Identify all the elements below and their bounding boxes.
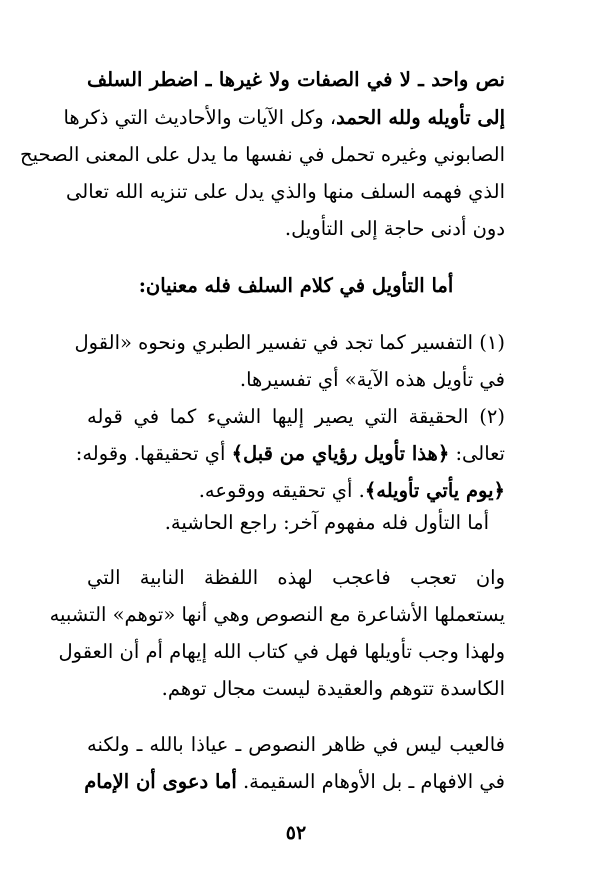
p2-line-2: يستعملها الأشاعرة مع النصوص وهي أنها «توهم» التشبيه xyxy=(49,603,505,626)
p1-line-2 xyxy=(63,101,505,135)
item2-line-1: (٢) الحقيقة التي يصير إليها الشيء كما في قوله xyxy=(87,405,505,428)
p2-line-1: وان تعجب فاعجب لهذه اللفظة النابية التي xyxy=(87,566,505,589)
item2-line-2-end: أي تحقيقها. وقوله: xyxy=(75,442,232,465)
p2-line-4: الكاسدة تتوهم والعقيدة ليست مجال توهم. xyxy=(161,677,505,700)
note-line: أما التأول فله مفهوم آخر: راجع الحاشية. xyxy=(164,511,489,534)
quran-quote-2: ﴿يوم يأتي تأويله﴾ xyxy=(364,479,505,502)
page-number: ٥٢ xyxy=(285,822,307,844)
item2-line-2 xyxy=(75,437,505,471)
p1-line-5: دون أدنى حاجة إلى التأويل. xyxy=(284,217,505,240)
item1-line-1: (١) التفسير كما تجد في تفسير الطبري ونحوه «القول xyxy=(74,331,505,354)
p2-line-3: ولهذا وجب تأويلها فهل في كتاب الله إيهام أم أن العقول xyxy=(58,640,505,663)
p3-line-2-start: في الافهام ـ بل الأوهام السقيمة. xyxy=(236,770,505,793)
p1-line-3: الصابوني وغيره تحمل في نفسها ما يدل على المعنى الصحيح xyxy=(20,143,505,166)
p1-line-2-bold: إلى تأويله ولله الحمد xyxy=(336,106,505,129)
p1-line-1: نص واحد ـ لا في الصفات ولا غيرها ـ اضطر السلف xyxy=(87,68,505,91)
item2-line-2-start: تعالى: xyxy=(449,442,505,465)
section-heading: أما التأويل في كلام السلف فله معنيان: xyxy=(138,274,454,297)
p3-line-2-bold: أما دعوى أن الإمام xyxy=(84,770,237,793)
item2-line-3 xyxy=(87,474,505,508)
p1-line-2-rest: ، وكل الآيات والأحاديث التي ذكرها xyxy=(63,106,337,129)
p3-line-2 xyxy=(84,765,505,799)
quran-quote-1: ﴿هذا تأويل رؤياي من قبل﴾ xyxy=(231,442,450,465)
p1-line-4: الذي فهمه السلف منها والذي يدل على تنزيه الله تعالى xyxy=(66,180,505,203)
item1-line-2: في تأويل هذه الآية» أي تفسيرها. xyxy=(239,368,505,391)
p3-line-1: فالعيب ليس في ظاهر النصوص ـ عياذا بالله ـ ولكنه xyxy=(87,733,505,756)
item2-line-3-end: . أي تحقيقه ووقوعه. xyxy=(198,479,365,502)
